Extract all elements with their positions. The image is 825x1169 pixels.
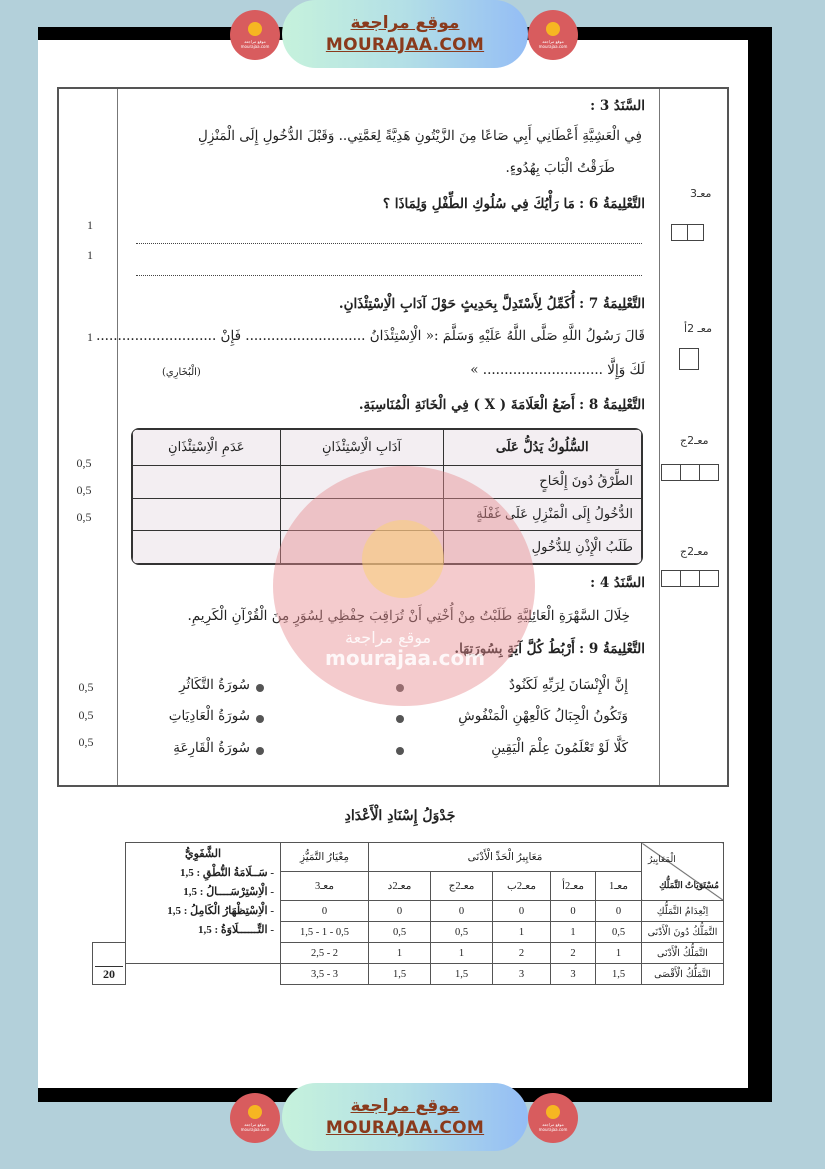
grading-cell: 1	[369, 943, 431, 964]
criteria-column-divider	[659, 89, 660, 785]
badge-text-en: mourajaa.com	[240, 43, 270, 49]
behaviour-cell-2-no-permission[interactable]	[133, 498, 281, 531]
task8-label: التَّعْلِيمَةُ 8 :	[579, 397, 645, 413]
grading-cell: 3	[493, 964, 551, 985]
grading-oral-header: الشَّفَوِيُّ	[184, 848, 222, 860]
task9-score-3: 0,5	[78, 735, 94, 749]
grading-level: اِنْعِدَامُ التَّمَلُّكِ	[642, 901, 724, 922]
task8-score-3: 0,5	[76, 510, 92, 524]
book-icon	[248, 1105, 262, 1119]
site-name-ar[interactable]: موقع مراجعة	[350, 1096, 460, 1116]
book-icon	[546, 1105, 560, 1119]
grading-cell: 1,5	[369, 964, 431, 985]
book-icon	[248, 22, 262, 36]
grading-cell: 2	[493, 943, 551, 964]
grading-row	[93, 964, 724, 985]
surah-3: سُورَةُ الْقَارِعَةِ	[173, 740, 250, 756]
watermark-text-en: mourajaa.com	[325, 646, 486, 670]
sanad3-text-line2: طَرَقْتُ الْبَابَ بِهُدُوءٍ.	[505, 160, 615, 176]
behaviour-row-2: الدُّخُولُ إِلَى الْمَنْزِلِ عَلَى غَفْلَةٍ	[443, 498, 642, 531]
grading-table-title: جَدْوَلُ إِسْنَادِ الْأَعْدَادِ	[344, 808, 456, 824]
task6	[383, 196, 645, 212]
criterion-label-2a: معـ 2أ	[684, 322, 712, 335]
task9-text: أَرْبُطُ كُلَّ آيَةٍ بِسُورَتِهَا.	[454, 641, 575, 657]
task7-hadith-line2[interactable]: لَكَ وَإِلَّا ............................ »	[470, 362, 645, 378]
grading-excellence-header: مِعْيَارُ التَّمَيُّزِ	[281, 843, 369, 872]
grading-level: التَّمَلُّكُ الْأَدْنَى	[642, 943, 724, 964]
grading-cell: 3,5 - 3	[281, 964, 369, 985]
task6-score-2: 1	[87, 248, 93, 262]
behaviour-cell-1-manners[interactable]	[280, 466, 443, 499]
task9-score-2: 0,5	[78, 708, 94, 722]
grading-cell: 0	[431, 901, 493, 922]
grading-corner-levels: مُسْتَوَيَاتُ التَّمَلُّكِ	[659, 879, 719, 890]
task8-score-1: 0,5	[76, 456, 92, 470]
grading-cell: 0,5	[369, 922, 431, 943]
oral-item-2: - الْاِسْتِرْسَــــالُ : 1,5	[183, 886, 274, 898]
verse-1-dot[interactable]	[396, 684, 404, 692]
grading-cell: 3	[551, 964, 596, 985]
grading-col-2a: معـ2أ	[551, 872, 596, 901]
grading-cell: 1	[551, 922, 596, 943]
site-badge-right	[528, 10, 578, 60]
task9-score-1: 0,5	[78, 680, 94, 694]
badge-text-ar: موقع مراجعة	[244, 38, 266, 44]
criterion-3-boxes[interactable]	[672, 224, 704, 241]
oral-item-1: - سَــلَامَةُ النُّطْقِ : 1,5	[179, 867, 274, 879]
surah-2-dot[interactable]	[256, 715, 264, 723]
site-banner-top[interactable]	[230, 0, 580, 72]
grading-total-cell	[93, 943, 126, 985]
grading-oral-cell	[126, 843, 281, 964]
behaviour-header-behaviour: السُّلُوكُ يَدُلُّ عَلَى	[443, 430, 642, 466]
grading-cell: 1	[493, 922, 551, 943]
surah-1: سُورَةُ التَّكَاثُرِ	[179, 677, 250, 693]
criterion-label-2c-second: معـ2ج	[680, 545, 709, 558]
page-border-right	[748, 27, 772, 1102]
surah-2: سُورَةُ الْعَادِيَاتِ	[168, 708, 250, 724]
criterion-label-2c: معـ2ج	[680, 434, 709, 447]
grading-total: 20	[95, 966, 123, 982]
task9-label: التَّعْلِيمَةُ 9 :	[579, 641, 645, 657]
verse-3-dot[interactable]	[396, 747, 404, 755]
grading-cell: 0	[369, 901, 431, 922]
grading-cell: 0,5	[431, 922, 493, 943]
task7	[339, 296, 645, 312]
task7-score: 1	[87, 330, 93, 344]
sanad4-text: خِلَالَ السَّهْرَةِ الْعَائِلِيَّةِ طَلَبْتُ مِنْ أُخْتِي أَنْ تُرَاقِبَ حِفْظِي لِسُوَرٍ مِنَ الْقُرْآنِ الْكَرِيمِ.	[187, 608, 630, 624]
site-name-en[interactable]: MOURAJAA.COM	[325, 35, 485, 55]
criterion-2c-boxes[interactable]	[662, 464, 719, 481]
behaviour-cell-1-no-permission[interactable]	[133, 466, 281, 499]
behaviour-cell-3-no-permission[interactable]	[133, 531, 281, 564]
behaviour-header-no-permission: عَدَمِ الْاِسْتِئْذَانِ	[133, 430, 281, 466]
badge-text-en: mourajaa.com	[538, 1126, 568, 1132]
behaviour-row-3: طَلَبُ الْإِذْنِ لِلدُّخُولِ	[443, 531, 642, 564]
grading-cell: 0	[551, 901, 596, 922]
grading-col-2c: معـ2ج	[431, 872, 493, 901]
sanad3-text-line1: فِي الْعَشِيَّةِ أَعْطَانِي أَبِي صَاعًا مِنَ الزَّيْتُونِ هَدِيَّةً لِعَمَّتِي.. وَقَبْلَ الدُّخُولِ إِلَى الْمَنْزِلِ	[198, 128, 642, 144]
badge-text-ar: موقع مراجعة	[542, 1121, 564, 1127]
task8-score-2: 0,5	[76, 483, 92, 497]
surah-3-dot[interactable]	[256, 747, 264, 755]
task7-source: (الْبُخَارِي)	[162, 367, 201, 378]
verse-1: إِنَّ الْإِنْسَانَ لِرَبِّهِ لَكَنُودٌ	[508, 677, 628, 693]
grading-cell: 0	[281, 901, 369, 922]
badge-text-en: mourajaa.com	[240, 1126, 270, 1132]
grading-cell: 2,5 - 2	[281, 943, 369, 964]
site-name-en[interactable]: MOURAJAA.COM	[325, 1118, 485, 1138]
oral-item-3: - الْاِسْتِظْهَارُ الْكَامِلُ : 1,5	[167, 905, 274, 917]
task7-hadith-line1[interactable]: قَالَ رَسُولُ اللَّهِ صَلَّى اللَّهُ عَلَيْهِ وَسَلَّمَ :« الْاِسْتِئْذَانُ ............................ فَإِنْ ............................	[96, 328, 645, 344]
grading-cell: 0	[596, 901, 642, 922]
behaviour-row-1: الطَّرْقُ دُونَ إِلْحَاحٍ	[443, 466, 642, 499]
grading-level: التَّمَلُّكُ الْأَقْصَى	[642, 964, 724, 985]
grading-level: التَّمَلُّكُ دُونَ الْأَدْنَى	[642, 922, 724, 943]
task7-text: أُكَمِّلُ لِأَسْتَدِلَّ بِحَدِيثٍ حَوْلَ آدَابِ الْاِسْتِئْذَانِ.	[338, 296, 575, 312]
oral-item-4: - التِّــــــلَاوَةُ : 1,5	[197, 924, 274, 936]
task8	[359, 397, 645, 413]
score-column-divider	[117, 89, 118, 785]
site-link-pill[interactable]	[282, 0, 528, 68]
site-badge-left	[230, 1093, 280, 1143]
grading-cell: 1,5 - 1 - 0,5	[281, 922, 369, 943]
sanad4-title: السَّنَدُ 4 :	[590, 575, 645, 591]
task6-answer-line-1[interactable]	[136, 243, 642, 244]
grading-col-2d: معـ2د	[369, 872, 431, 901]
grading-min-header: مَعَايِيرُ الْحَدِّ الْأَدْنَى	[369, 843, 642, 872]
badge-text-ar: موقع مراجعة	[542, 38, 564, 44]
criterion-2c-second-boxes[interactable]	[662, 570, 719, 587]
badge-text-ar: موقع مراجعة	[244, 1121, 266, 1127]
grading-cell: 1,5	[596, 964, 642, 985]
criterion-label-3: معـ3	[690, 187, 712, 200]
grading-corner-criteria: الْمَعَايِيرُ	[648, 853, 676, 864]
grading-cell: 1	[596, 943, 642, 964]
site-name-ar[interactable]: موقع مراجعة	[350, 13, 460, 33]
verse-3: كَلَّا لَوْ تَعْلَمُونَ عِلْمَ الْيَقِينِ	[491, 740, 628, 756]
behaviour-header-manners: آدَابِ الْاِسْتِئْذَانِ	[280, 430, 443, 466]
grading-col-3: معـ3	[281, 872, 369, 901]
watermark-text-ar: موقع مراجعة	[345, 628, 432, 647]
grading-cell: 2	[551, 943, 596, 964]
task6-score-1: 1	[87, 218, 93, 232]
criterion-2a-box[interactable]	[680, 348, 699, 370]
grading-col-1: معـ1	[596, 872, 642, 901]
grading-corner-header	[642, 843, 724, 901]
task6-answer-line-2[interactable]	[136, 275, 642, 276]
grading-table	[92, 842, 724, 985]
site-banner-bottom[interactable]	[230, 1083, 580, 1155]
grading-col-2b: معـ2ب	[493, 872, 551, 901]
site-badge-left	[230, 10, 280, 60]
site-badge-right	[528, 1093, 578, 1143]
surah-1-dot[interactable]	[256, 684, 264, 692]
sanad3-title: السَّنَدُ 3 :	[590, 98, 645, 114]
grading-cell: 1	[431, 943, 493, 964]
verse-2-dot[interactable]	[396, 715, 404, 723]
grading-cell: 0	[493, 901, 551, 922]
book-icon	[546, 22, 560, 36]
grading-cell: 0,5	[596, 922, 642, 943]
task6-label: التَّعْلِيمَةُ 6 :	[579, 196, 645, 212]
grading-cell: 1,5	[431, 964, 493, 985]
site-link-pill[interactable]	[282, 1083, 528, 1151]
badge-text-en: mourajaa.com	[538, 43, 568, 49]
task6-text: مَا رَأْيُكَ فِي سُلُوكِ الطِّفْلِ وَلِمَاذَا ؟	[382, 196, 575, 212]
watermark-book-icon	[362, 520, 444, 598]
verse-2: وَتَكُونُ الْجِبَالُ كَالْعِهْنِ الْمَنْفُوشِ	[458, 708, 628, 724]
task7-label: التَّعْلِيمَةُ 7 :	[579, 296, 645, 312]
task8-text: أَضَعُ الْعَلَامَةَ ( X ) فِي الْخَانَةِ الْمُنَاسِبَةِ.	[358, 397, 575, 413]
